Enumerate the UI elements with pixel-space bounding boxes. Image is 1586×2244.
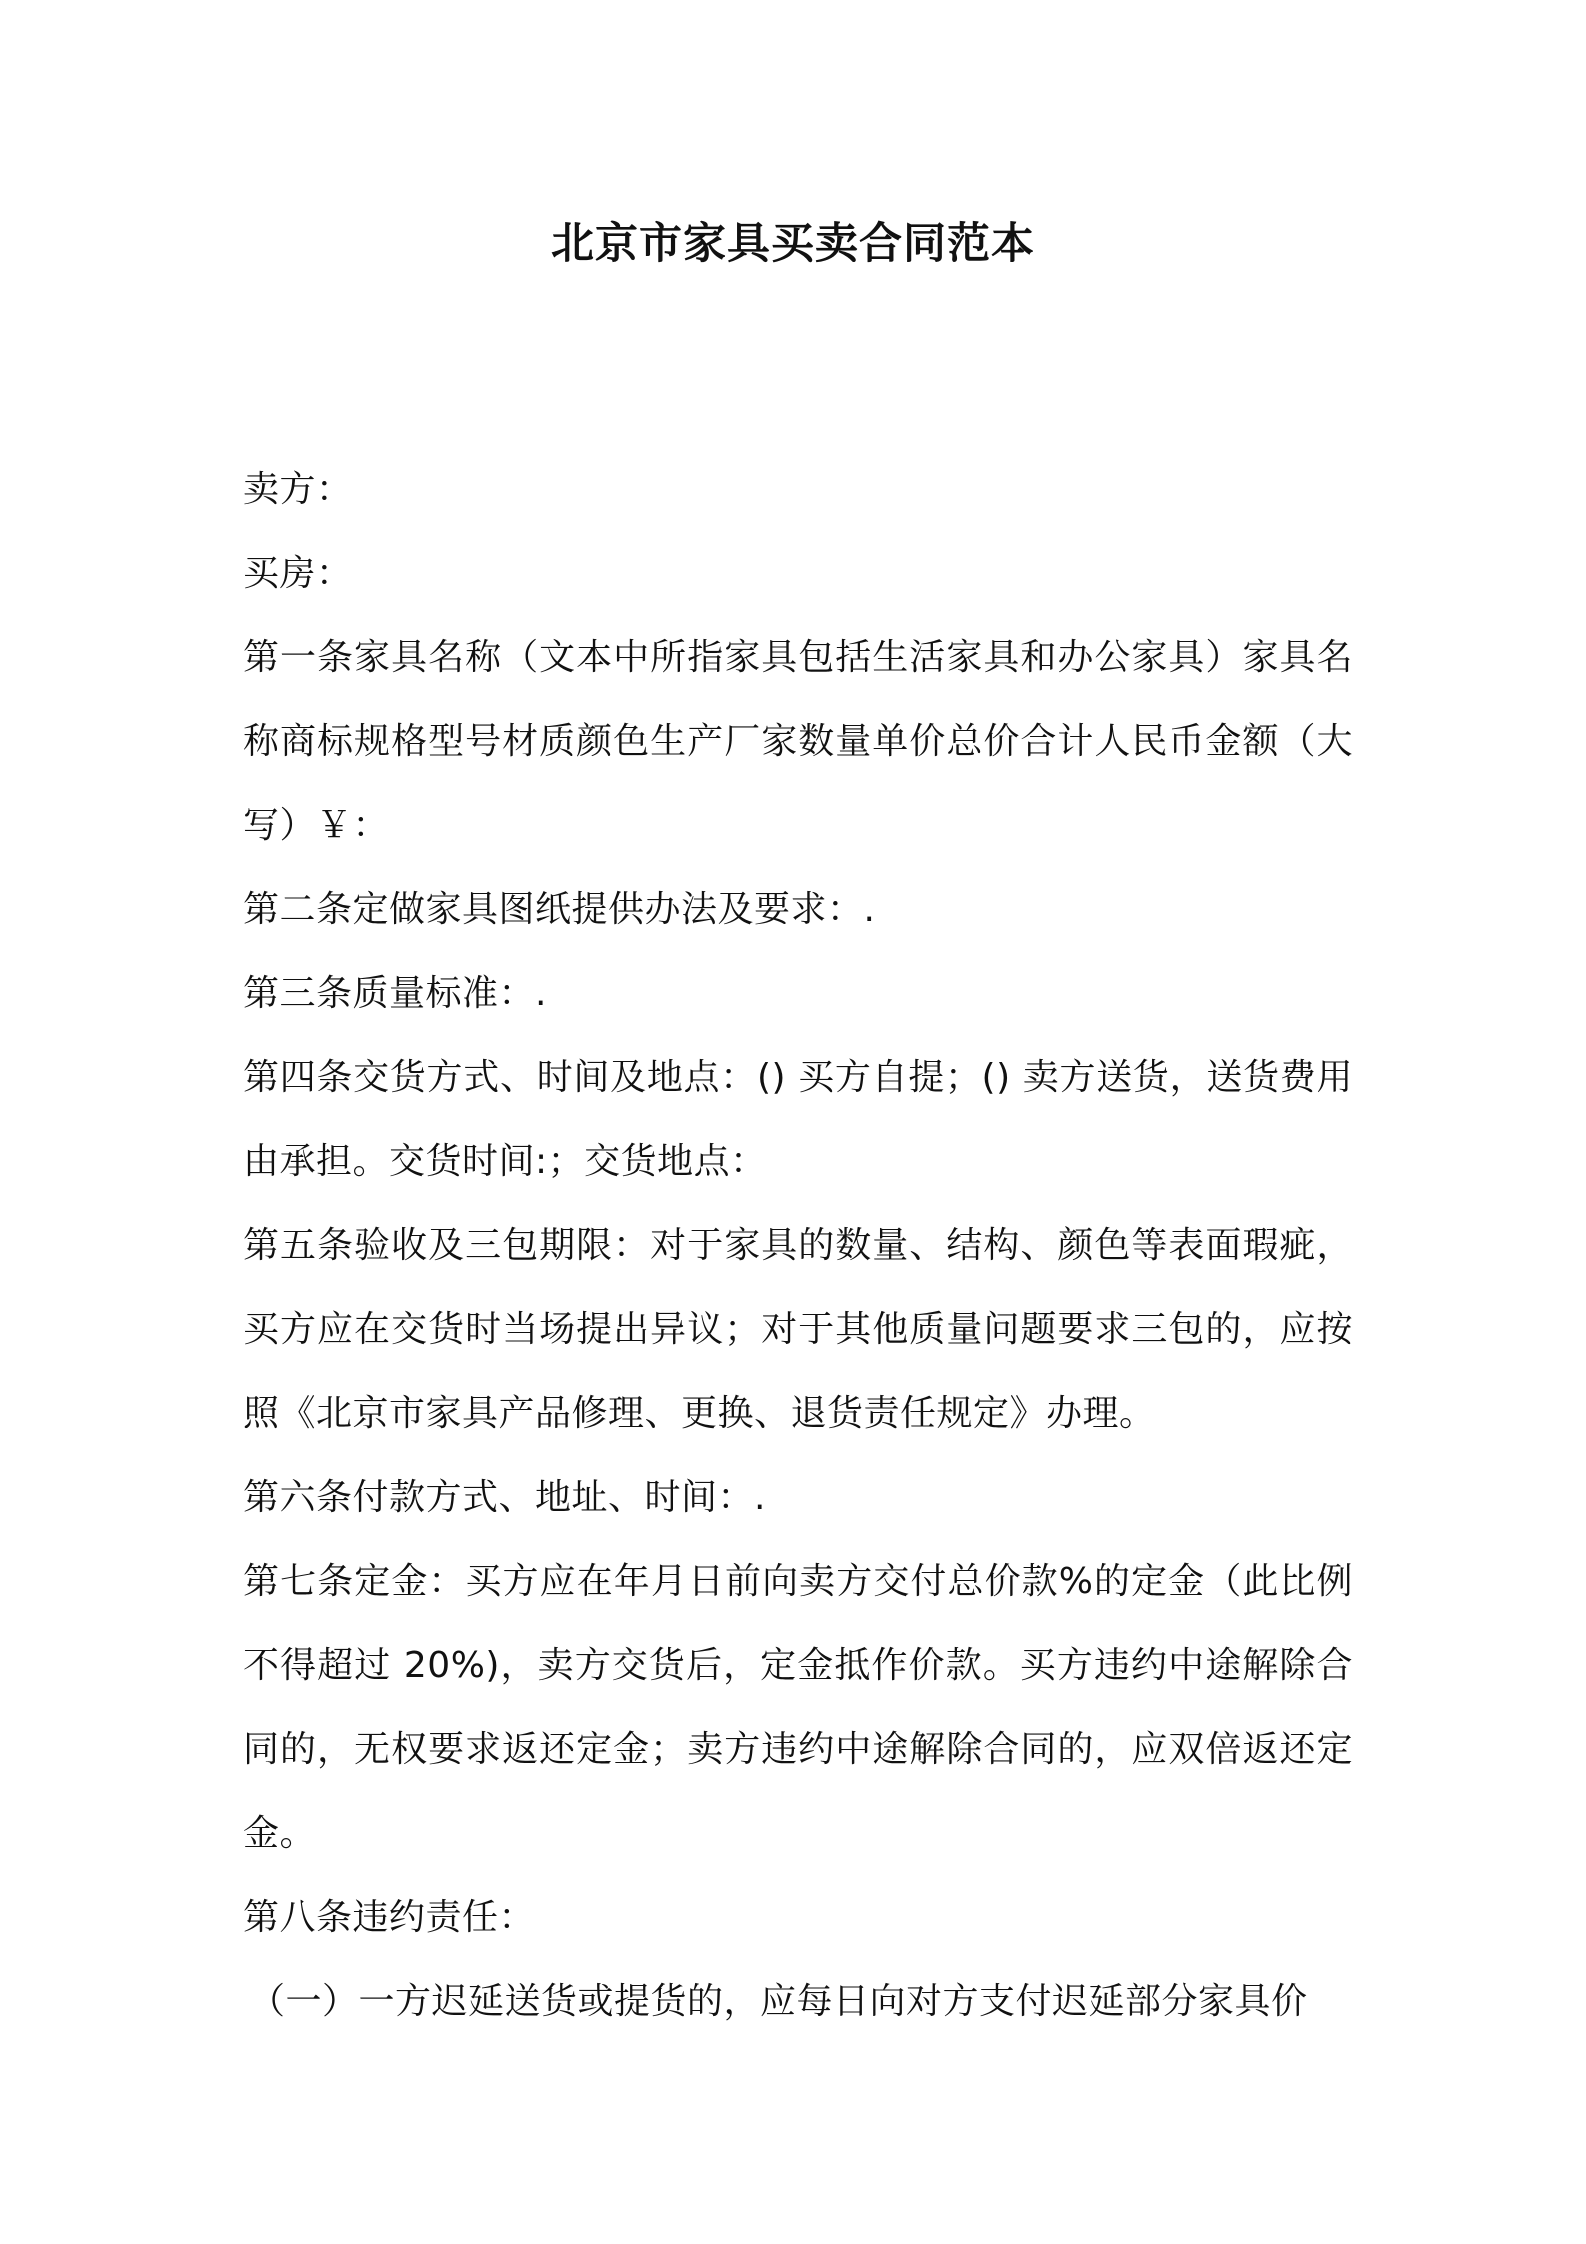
- paragraph-article-6: 第六条付款方式、地址、时间：.: [243, 1477, 766, 1518]
- paragraph-article-7: 第七条定金：买方应在年月日前向卖方交付总价款%的定金（此比例不得超过 20%)，卖方交货后，定金抵作价款。买方违约中途解除合同的，无权要求返还定金；卖方违约中途解除合同的，应双倍返还定金。: [243, 1561, 1353, 1854]
- paragraph-article-5: 第五条验收及三包期限：对于家具的数量、结构、颜色等表面瑕疵，买方应在交货时当场提出异议；对于其他质量问题要求三包的，应按照《北京市家具产品修理、更换、退货责任规定》办理。: [243, 1225, 1353, 1434]
- paragraph-article-8: 第八条违约责任：: [243, 1897, 536, 1938]
- paragraph-article-3: 第三条质量标准：.: [243, 973, 547, 1014]
- paragraph-buyer: 买房：: [243, 553, 353, 594]
- document-title: 北京市家具买卖合同范本: [551, 219, 1035, 269]
- paragraph-article-1: 第一条家具名称（文本中所指家具包括生活家具和办公家具）家具名称商标规格型号材质颜色生产厂家数量单价总价合计人民币金额（大写）￥：: [243, 637, 1353, 846]
- paragraph-seller: 卖方：: [243, 469, 353, 510]
- paragraph-article-2: 第二条定做家具图纸提供办法及要求：.: [243, 889, 876, 930]
- document-body: [243, 448, 1353, 2044]
- paragraph-article-8-item-1: （一）一方迟延送货或提货的，应每日向对方支付迟延部分家具价: [249, 1981, 1308, 2022]
- paragraph-article-4: 第四条交货方式、时间及地点：() 买方自提；() 卖方送货，送货费用由承担。交货时间:；交货地点：: [243, 1057, 1353, 1182]
